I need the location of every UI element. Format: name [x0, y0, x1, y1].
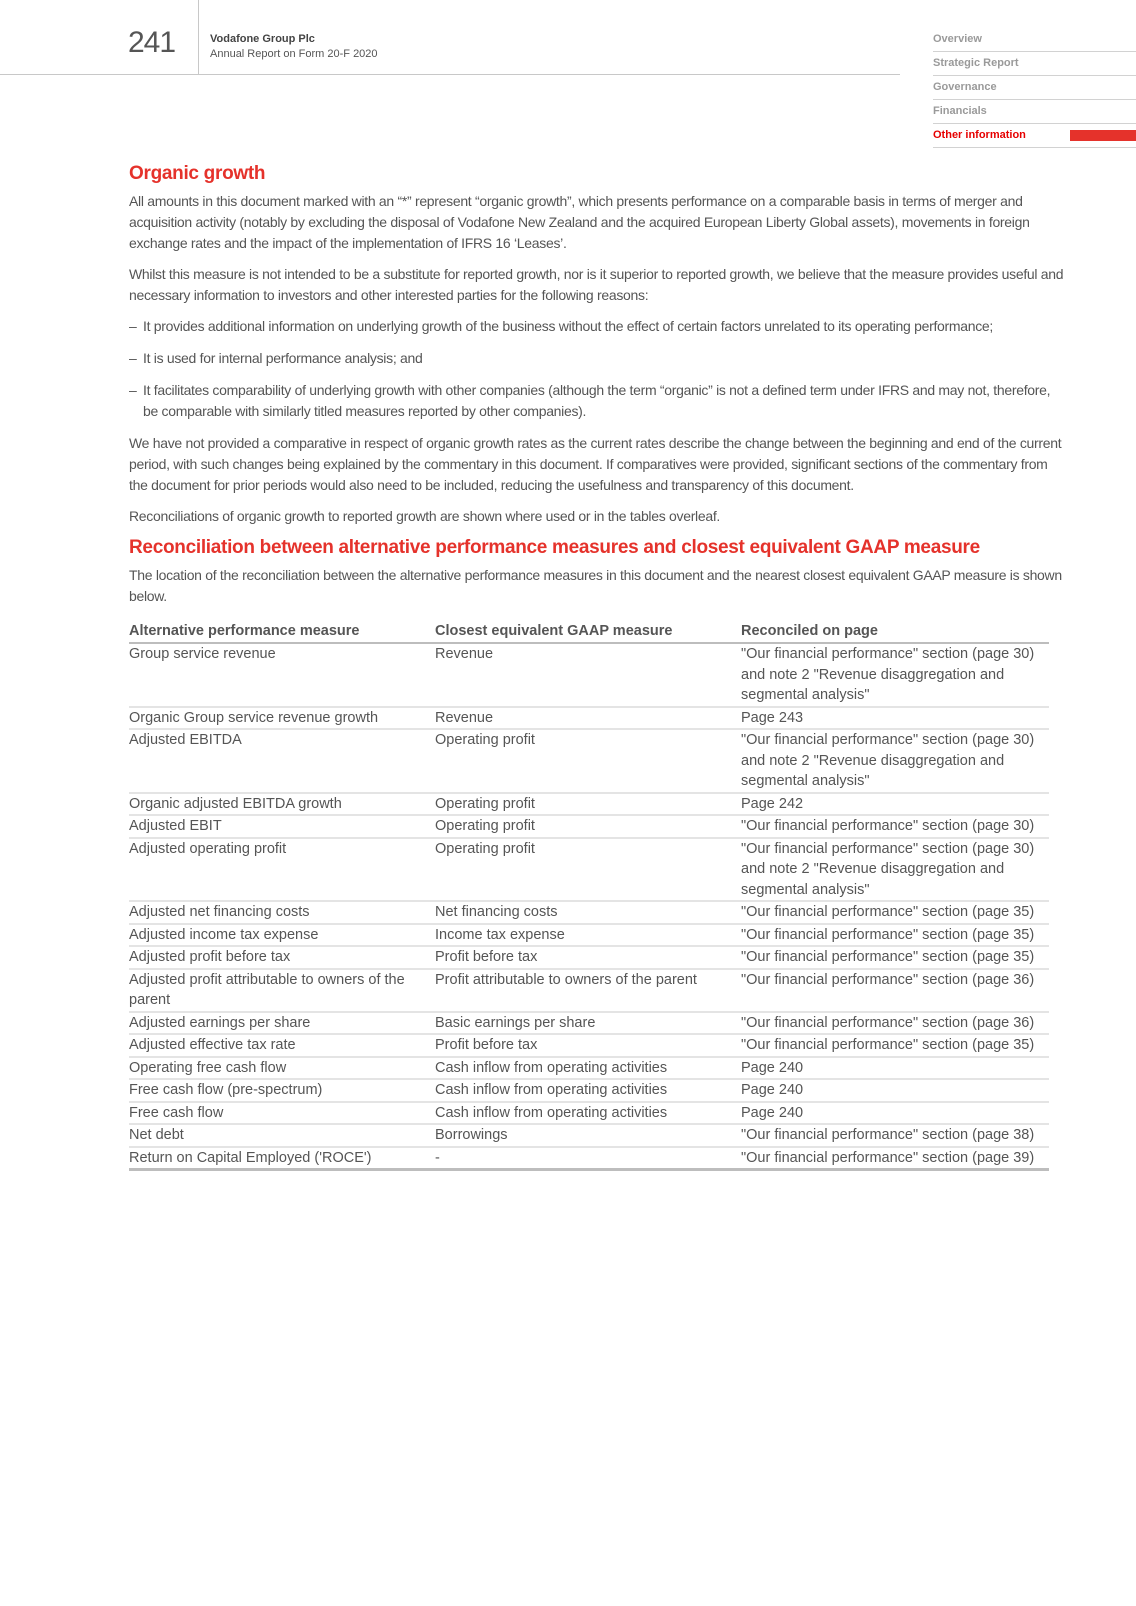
- nav-item-other-information[interactable]: [933, 124, 1136, 148]
- cell-gaap: Net financing costs: [435, 901, 741, 924]
- cell-apm: Net debt: [129, 1124, 435, 1147]
- cell-gaap: Operating profit: [435, 815, 741, 838]
- cell-gaap: Operating profit: [435, 838, 741, 902]
- table-row: [129, 1034, 1049, 1057]
- cell-apm: Adjusted earnings per share: [129, 1012, 435, 1035]
- cell-apm: Operating free cash flow: [129, 1057, 435, 1080]
- nav-item-financials[interactable]: [933, 100, 1136, 124]
- organic-para-4: Reconciliations of organic growth to reported growth are shown where used or in the tables overleaf.: [129, 508, 721, 524]
- column-header-apm: Alternative performance measure: [129, 621, 435, 643]
- header-divider-vertical: [198, 0, 199, 74]
- table-row: [129, 643, 1049, 707]
- header-divider: [0, 74, 900, 75]
- active-section-marker: [1070, 130, 1136, 141]
- dash-bullet-icon: –: [129, 382, 137, 398]
- table-row: [129, 707, 1049, 730]
- cell-apm: Adjusted income tax expense: [129, 924, 435, 947]
- nav-item-strategic-report[interactable]: [933, 52, 1136, 76]
- cell-apm: Adjusted net financing costs: [129, 901, 435, 924]
- cell-gaap: Income tax expense: [435, 924, 741, 947]
- section-nav: [933, 28, 1136, 148]
- report-title: Annual Report on Form 20-F 2020: [210, 48, 378, 60]
- cell-apm: Group service revenue: [129, 643, 435, 707]
- list-item-text: It provides additional information on underlying growth of the business without the effect of certain factors unrelated to its operating performance;: [143, 318, 994, 334]
- cell-apm: Organic Group service revenue growth: [129, 707, 435, 730]
- reconciliation-table: [129, 621, 1049, 1171]
- table-row: [129, 815, 1049, 838]
- dash-bullet-icon: –: [129, 318, 137, 334]
- nav-item-label: Strategic Report: [933, 57, 1019, 69]
- table-row: [129, 1079, 1049, 1102]
- cell-gaap: Cash inflow from operating activities: [435, 1057, 741, 1080]
- company-name: Vodafone Group Plc: [210, 33, 315, 45]
- cell-gaap: Profit attributable to owners of the parent: [435, 969, 741, 1012]
- cell-gaap: Basic earnings per share: [435, 1012, 741, 1035]
- page-number: 241: [128, 26, 176, 59]
- cell-page: "Our financial performance" section (page 35): [741, 924, 1049, 947]
- cell-page: "Our financial performance" section (page 35): [741, 901, 1049, 924]
- list-item: [129, 316, 1064, 337]
- table-row: [129, 729, 1049, 793]
- cell-apm: Adjusted EBITDA: [129, 729, 435, 793]
- column-header-page: Reconciled on page: [741, 621, 1049, 643]
- list-item: [129, 380, 1064, 422]
- cell-apm: Adjusted effective tax rate: [129, 1034, 435, 1057]
- cell-page: "Our financial performance" section (page 30) and note 2 "Revenue disaggregation and segmental analysis": [741, 643, 1049, 707]
- cell-gaap: Operating profit: [435, 793, 741, 816]
- table-row: [129, 1057, 1049, 1080]
- cell-page: Page 243: [741, 707, 1049, 730]
- dash-bullet-icon: –: [129, 350, 137, 366]
- table-row: [129, 1124, 1049, 1147]
- cell-gaap: Borrowings: [435, 1124, 741, 1147]
- table-row: [129, 946, 1049, 969]
- cell-page: "Our financial performance" section (page 30) and note 2 "Revenue disaggregation and segmental analysis": [741, 729, 1049, 793]
- cell-gaap: Cash inflow from operating activities: [435, 1102, 741, 1125]
- cell-apm: Adjusted profit before tax: [129, 946, 435, 969]
- cell-page: "Our financial performance" section (page 35): [741, 1034, 1049, 1057]
- reasons-list: [129, 316, 1064, 422]
- list-item: [129, 348, 1064, 369]
- cell-gaap: -: [435, 1147, 741, 1170]
- column-header-gaap: Closest equivalent GAAP measure: [435, 621, 741, 643]
- cell-apm: Organic adjusted EBITDA growth: [129, 793, 435, 816]
- cell-page: "Our financial performance" section (page 36): [741, 969, 1049, 1012]
- reconciliation-table-body: [129, 643, 1049, 1170]
- reconciliation-intro: The location of the reconciliation between the alternative performance measures in this document and the nearest closest equivalent GAAP measure is shown below.: [129, 567, 1062, 604]
- reconciliation-heading: Reconciliation between alternative performance measures and closest equivalent GAAP measure: [129, 537, 980, 558]
- cell-apm: Adjusted profit attributable to owners of the parent: [129, 969, 435, 1012]
- cell-apm: Return on Capital Employed ('ROCE'): [129, 1147, 435, 1170]
- cell-page: Page 240: [741, 1057, 1049, 1080]
- cell-apm: Free cash flow: [129, 1102, 435, 1125]
- nav-item-overview[interactable]: [933, 28, 1136, 52]
- main-content: [129, 163, 1064, 1171]
- table-row: [129, 793, 1049, 816]
- cell-page: "Our financial performance" section (page 30) and note 2 "Revenue disaggregation and segmental analysis": [741, 838, 1049, 902]
- cell-apm: Free cash flow (pre-spectrum): [129, 1079, 435, 1102]
- cell-page: "Our financial performance" section (page 38): [741, 1124, 1049, 1147]
- organic-para-1: All amounts in this document marked with an “*” represent “organic growth”, which presents performance on a comparable basis in terms of merger and acquisition activity (notably by excluding the disposal of Vodafone New Zealand and the acquired European Liberty Global assets), movements in foreign exchange rates and the impact of the implementation of IFRS 16 ‘Leases’.: [129, 193, 1030, 251]
- cell-gaap: Profit before tax: [435, 1034, 741, 1057]
- table-header-row: [129, 621, 1049, 643]
- organic-para-3: We have not provided a comparative in respect of organic growth rates as the current rates describe the change between the beginning and end of the current period, with such changes being explained by the commentary in this document. If comparatives were provided, significant sections of the commentary from the document for prior periods would also need to be included, reducing the usefulness and transparency of this document.: [129, 435, 1062, 493]
- cell-page: "Our financial performance" section (page 35): [741, 946, 1049, 969]
- cell-gaap: Operating profit: [435, 729, 741, 793]
- list-item-text: It is used for internal performance analysis; and: [143, 350, 423, 366]
- table-row: [129, 901, 1049, 924]
- cell-page: "Our financial performance" section (page 36): [741, 1012, 1049, 1035]
- nav-item-governance[interactable]: [933, 76, 1136, 100]
- list-item-text: It facilitates comparability of underlying growth with other companies (although the term “organic” is not a defined term under IFRS and may not, therefore, be comparable with similarly titled measures reported by other companies).: [143, 382, 1051, 419]
- table-row: [129, 969, 1049, 1012]
- cell-apm: Adjusted EBIT: [129, 815, 435, 838]
- cell-apm: Adjusted operating profit: [129, 838, 435, 902]
- nav-item-label: Other information: [933, 129, 1026, 141]
- nav-item-label: Governance: [933, 81, 997, 93]
- organic-growth-heading: Organic growth: [129, 163, 266, 184]
- cell-page: Page 240: [741, 1079, 1049, 1102]
- cell-gaap: Profit before tax: [435, 946, 741, 969]
- table-row: [129, 1012, 1049, 1035]
- cell-gaap: Cash inflow from operating activities: [435, 1079, 741, 1102]
- nav-item-label: Financials: [933, 105, 987, 117]
- cell-page: "Our financial performance" section (page 30): [741, 815, 1049, 838]
- table-row: [129, 1147, 1049, 1170]
- cell-page: Page 240: [741, 1102, 1049, 1125]
- table-row: [129, 924, 1049, 947]
- organic-para-2: Whilst this measure is not intended to be a substitute for reported growth, nor is it superior to reported growth, we believe that the measure provides useful and necessary information to investors and other interested parties for the following reasons:: [129, 266, 1064, 303]
- table-row: [129, 838, 1049, 902]
- cell-gaap: Revenue: [435, 707, 741, 730]
- cell-gaap: Revenue: [435, 643, 741, 707]
- nav-item-label: Overview: [933, 33, 982, 45]
- cell-page: "Our financial performance" section (page 39): [741, 1147, 1049, 1170]
- table-row: [129, 1102, 1049, 1125]
- cell-page: Page 242: [741, 793, 1049, 816]
